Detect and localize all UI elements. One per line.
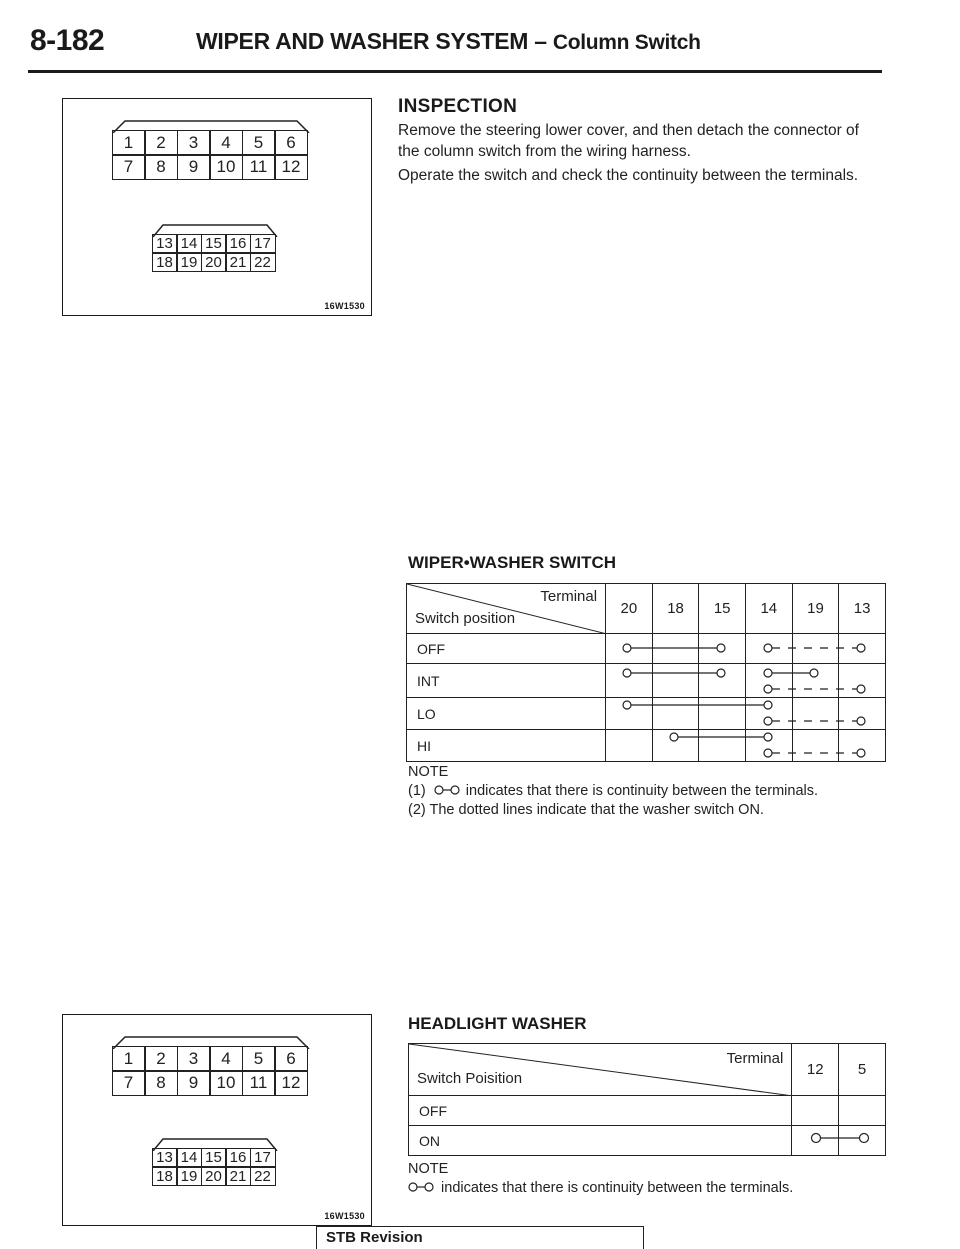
table-header-row	[407, 584, 886, 634]
pin: 6	[274, 1046, 308, 1072]
pin: 7	[112, 154, 146, 180]
inspection-title: INSPECTION	[398, 96, 518, 117]
pin: 7	[112, 1070, 146, 1096]
connector-10-pin	[153, 1149, 276, 1186]
pin: 2	[144, 1046, 178, 1072]
continuity-symbol-icon	[434, 784, 460, 796]
corner-cell	[409, 1044, 792, 1096]
page-title	[196, 28, 701, 55]
terminal-header: 18	[652, 584, 699, 634]
pin: 19	[176, 1166, 202, 1186]
terminal-label: Terminal	[540, 588, 598, 605]
pin: 22	[250, 1166, 276, 1186]
pin: 8	[144, 154, 178, 180]
pin: 18	[152, 252, 178, 272]
connector-row	[113, 156, 308, 181]
pin: 10	[209, 154, 243, 180]
connector-row	[153, 254, 276, 273]
table-header-row	[409, 1044, 886, 1096]
pin: 17	[250, 1148, 276, 1168]
wiper-continuity-diagram	[606, 633, 896, 763]
note-text: indicates that there is continuity between the terminals.	[465, 783, 819, 799]
revision-label: STB Revision	[326, 1229, 423, 1246]
headlight-note	[408, 1179, 793, 1198]
switch-position: HI	[407, 730, 606, 762]
wiper-note-2: (2) The dotted lines indicate that the washer switch ON.	[408, 802, 764, 818]
switch-position: LO	[407, 698, 606, 730]
wiper-note-title: NOTE	[408, 764, 449, 780]
connector-latch-icon	[111, 1035, 311, 1049]
terminal-header: 12	[792, 1044, 839, 1096]
pin: 16	[225, 1148, 251, 1168]
pin: 12	[274, 154, 308, 180]
switch-position: INT	[407, 664, 606, 698]
pin: 21	[225, 1166, 251, 1186]
connector-figure-2	[62, 1014, 372, 1226]
connector-row	[153, 1168, 276, 1187]
title-main: WIPER AND WASHER SYSTEM	[196, 28, 529, 54]
pin: 12	[274, 1070, 308, 1096]
connector-row	[113, 1047, 308, 1072]
switch-position: ON	[409, 1126, 792, 1156]
pin: 1	[112, 130, 146, 156]
pin: 22	[250, 252, 276, 272]
connector-row	[153, 1149, 276, 1168]
connector-row	[113, 1072, 308, 1097]
pin: 15	[201, 1148, 227, 1168]
continuity-symbol-icon	[408, 1181, 434, 1193]
headlight-continuity-diagram	[792, 1128, 892, 1148]
note-number: (1)	[408, 783, 426, 799]
switch-position-label: Switch position	[415, 610, 516, 627]
headlight-note-title: NOTE	[408, 1161, 449, 1177]
terminal-label: Terminal	[726, 1050, 784, 1067]
continuity-hi	[670, 733, 865, 757]
pin: 4	[209, 130, 243, 156]
connector-latch-icon	[151, 223, 279, 237]
pin: 3	[177, 1046, 211, 1072]
terminal-header: 14	[746, 584, 793, 634]
pin: 9	[177, 154, 211, 180]
connector-latch-icon	[111, 119, 311, 133]
title-separator: –	[528, 28, 553, 54]
figure-code: 16W1530	[324, 1211, 365, 1221]
continuity-lo	[623, 701, 865, 725]
connector-12-pin	[113, 1047, 308, 1096]
pin: 20	[201, 1166, 227, 1186]
inspection-paragraph-1: Remove the steering lower cover, and then detach the connector of the column switch from the wiring harness.	[398, 122, 859, 160]
pin: 1	[112, 1046, 146, 1072]
terminal-header: 20	[606, 584, 653, 634]
pin: 14	[176, 234, 202, 254]
pin: 14	[176, 1148, 202, 1168]
pin: 2	[144, 130, 178, 156]
pin: 13	[152, 234, 178, 254]
switch-position: OFF	[409, 1096, 792, 1126]
connector-latch-icon	[151, 1137, 279, 1151]
pin: 15	[201, 234, 227, 254]
continuity-off	[623, 644, 865, 652]
pin: 18	[152, 1166, 178, 1186]
switch-position: OFF	[407, 634, 606, 664]
continuity-on	[812, 1134, 869, 1143]
wiper-washer-title: WIPER•WASHER SWITCH	[408, 553, 617, 572]
note-text: indicates that there is continuity between the terminals.	[441, 1180, 794, 1196]
pin: 6	[274, 130, 308, 156]
connector-10-pin	[153, 235, 276, 272]
pin: 17	[250, 234, 276, 254]
pin: 3	[177, 130, 211, 156]
connector-row	[113, 131, 308, 156]
corner-cell	[407, 584, 606, 634]
terminal-header: 5	[839, 1044, 886, 1096]
figure-code: 16W1530	[324, 301, 365, 311]
terminal-header: 19	[792, 584, 839, 634]
switch-position-label: Switch Poisition	[417, 1070, 523, 1087]
pin: 4	[209, 1046, 243, 1072]
table-row	[409, 1096, 886, 1126]
connector-12-pin	[113, 131, 308, 180]
continuity-int	[623, 669, 865, 693]
terminal-header: 15	[699, 584, 746, 634]
page-number: 8-182	[30, 24, 105, 57]
header-rule	[28, 70, 882, 73]
pin: 21	[225, 252, 251, 272]
headlight-washer-title: HEADLIGHT WASHER	[408, 1014, 587, 1033]
terminal-header: 13	[839, 584, 886, 634]
title-sub: Column Switch	[552, 31, 701, 54]
connector-figure-1	[62, 98, 372, 316]
pin: 20	[201, 252, 227, 272]
pin: 11	[242, 154, 276, 180]
pin: 19	[176, 252, 202, 272]
wiper-note-1	[408, 782, 818, 801]
inspection-paragraph-2: Operate the switch and check the continuity between the terminals.	[398, 167, 859, 184]
pin: 9	[177, 1070, 211, 1096]
connector-row	[153, 235, 276, 254]
pin: 5	[242, 130, 276, 156]
pin: 5	[242, 1046, 276, 1072]
pin: 10	[209, 1070, 243, 1096]
pin: 11	[242, 1070, 276, 1096]
pin: 13	[152, 1148, 178, 1168]
pin: 16	[225, 234, 251, 254]
pin: 8	[144, 1070, 178, 1096]
